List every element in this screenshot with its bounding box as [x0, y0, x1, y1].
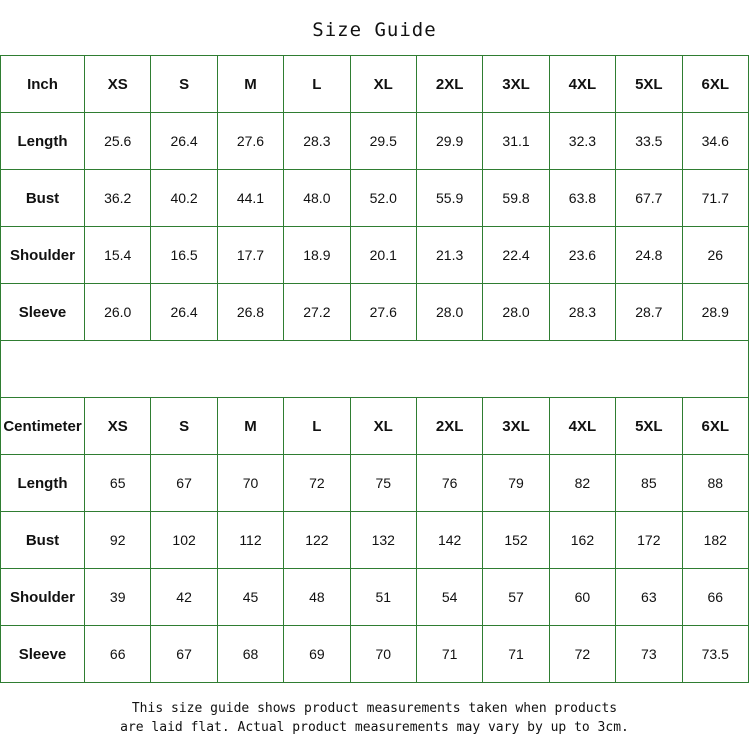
cell-shoulder-s: 16.5	[151, 227, 217, 284]
cell-sleeve-3xl: 71	[483, 626, 549, 683]
cell-shoulder-6xl: 26	[682, 227, 748, 284]
cell-bust-4xl: 63.8	[549, 170, 615, 227]
cell-shoulder-xs: 39	[85, 569, 151, 626]
footer-line-1: This size guide shows product measurements taken when products	[131, 701, 618, 716]
row-label-sleeve: Sleeve	[1, 284, 85, 341]
size-header-m: M	[217, 56, 283, 113]
cell-length-xs: 25.6	[85, 113, 151, 170]
cell-bust-5xl: 67.7	[616, 170, 682, 227]
cell-sleeve-l: 69	[284, 626, 350, 683]
cell-bust-m: 112	[217, 512, 283, 569]
size-header-l: L	[284, 56, 350, 113]
row-label-sleeve: Sleeve	[1, 626, 85, 683]
cell-sleeve-4xl: 72	[549, 626, 615, 683]
cell-bust-2xl: 142	[416, 512, 482, 569]
table-row	[1, 284, 749, 341]
size-header-xl: XL	[350, 398, 416, 455]
cell-length-m: 70	[217, 455, 283, 512]
cell-length-xl: 29.5	[350, 113, 416, 170]
cell-length-4xl: 32.3	[549, 113, 615, 170]
size-table-inch	[0, 55, 749, 341]
table-row	[1, 113, 749, 170]
cell-shoulder-l: 18.9	[284, 227, 350, 284]
cell-bust-l: 48.0	[284, 170, 350, 227]
cell-bust-5xl: 172	[616, 512, 682, 569]
cell-sleeve-xl: 27.6	[350, 284, 416, 341]
unit-header-centimeter: Centimeter	[1, 398, 85, 455]
cell-shoulder-3xl: 22.4	[483, 227, 549, 284]
cell-sleeve-5xl: 73	[616, 626, 682, 683]
cell-sleeve-xs: 66	[85, 626, 151, 683]
cell-shoulder-3xl: 57	[483, 569, 549, 626]
cell-sleeve-xs: 26.0	[85, 284, 151, 341]
cell-sleeve-2xl: 71	[416, 626, 482, 683]
cell-sleeve-6xl: 28.9	[682, 284, 748, 341]
cell-length-3xl: 79	[483, 455, 549, 512]
size-header-xs: XS	[85, 56, 151, 113]
size-header-4xl: 4XL	[549, 398, 615, 455]
page-title: Size Guide	[312, 19, 437, 41]
size-header-5xl: 5XL	[616, 398, 682, 455]
cell-bust-m: 44.1	[217, 170, 283, 227]
row-label-length: Length	[1, 113, 85, 170]
size-header-xs: XS	[85, 398, 151, 455]
cell-shoulder-4xl: 60	[549, 569, 615, 626]
cell-length-xs: 65	[85, 455, 151, 512]
size-header-3xl: 3XL	[483, 56, 549, 113]
cell-bust-2xl: 55.9	[416, 170, 482, 227]
cell-shoulder-5xl: 63	[616, 569, 682, 626]
cell-shoulder-s: 42	[151, 569, 217, 626]
cell-length-5xl: 85	[616, 455, 682, 512]
table-row	[1, 626, 749, 683]
table-row	[1, 455, 749, 512]
row-label-length: Length	[1, 455, 85, 512]
table-header-row	[1, 398, 749, 455]
table-separator	[0, 341, 749, 397]
cell-sleeve-3xl: 28.0	[483, 284, 549, 341]
cell-length-l: 72	[284, 455, 350, 512]
row-label-bust: Bust	[1, 512, 85, 569]
cell-bust-6xl: 182	[682, 512, 748, 569]
row-label-bust: Bust	[1, 170, 85, 227]
cell-sleeve-4xl: 28.3	[549, 284, 615, 341]
table-header-row	[1, 56, 749, 113]
cell-length-5xl: 33.5	[616, 113, 682, 170]
cell-length-2xl: 29.9	[416, 113, 482, 170]
cell-shoulder-6xl: 66	[682, 569, 748, 626]
size-header-6xl: 6XL	[682, 398, 748, 455]
cell-bust-xs: 36.2	[85, 170, 151, 227]
cell-length-s: 26.4	[151, 113, 217, 170]
cell-sleeve-2xl: 28.0	[416, 284, 482, 341]
cell-shoulder-5xl: 24.8	[616, 227, 682, 284]
size-header-2xl: 2XL	[416, 398, 482, 455]
cell-length-m: 27.6	[217, 113, 283, 170]
cell-bust-3xl: 152	[483, 512, 549, 569]
size-header-xl: XL	[350, 56, 416, 113]
size-header-5xl: 5XL	[616, 56, 682, 113]
cell-bust-s: 40.2	[151, 170, 217, 227]
size-header-3xl: 3XL	[483, 398, 549, 455]
cell-bust-l: 122	[284, 512, 350, 569]
cell-shoulder-4xl: 23.6	[549, 227, 615, 284]
size-header-2xl: 2XL	[416, 56, 482, 113]
row-label-shoulder: Shoulder	[1, 227, 85, 284]
footer-line-2: are laid flat. Actual product measurements may vary by up to 3cm.	[120, 720, 629, 735]
cell-length-6xl: 34.6	[682, 113, 748, 170]
cell-bust-3xl: 59.8	[483, 170, 549, 227]
cell-bust-4xl: 162	[549, 512, 615, 569]
cell-bust-s: 102	[151, 512, 217, 569]
size-header-l: L	[284, 398, 350, 455]
cell-length-s: 67	[151, 455, 217, 512]
size-header-6xl: 6XL	[682, 56, 748, 113]
cell-shoulder-m: 17.7	[217, 227, 283, 284]
cell-sleeve-m: 68	[217, 626, 283, 683]
cell-length-4xl: 82	[549, 455, 615, 512]
cell-sleeve-5xl: 28.7	[616, 284, 682, 341]
size-header-s: S	[151, 398, 217, 455]
cell-sleeve-s: 26.4	[151, 284, 217, 341]
cell-sleeve-l: 27.2	[284, 284, 350, 341]
cell-shoulder-2xl: 21.3	[416, 227, 482, 284]
size-header-s: S	[151, 56, 217, 113]
cell-shoulder-xl: 51	[350, 569, 416, 626]
cell-sleeve-6xl: 73.5	[682, 626, 748, 683]
cell-shoulder-m: 45	[217, 569, 283, 626]
cell-sleeve-s: 67	[151, 626, 217, 683]
size-header-4xl: 4XL	[549, 56, 615, 113]
footer-note	[0, 683, 749, 737]
row-label-shoulder: Shoulder	[1, 569, 85, 626]
size-header-m: M	[217, 398, 283, 455]
cell-length-l: 28.3	[284, 113, 350, 170]
unit-header-inch: Inch	[1, 56, 85, 113]
size-table-centimeter	[0, 397, 749, 683]
table-row	[1, 512, 749, 569]
cell-length-xl: 75	[350, 455, 416, 512]
cell-bust-6xl: 71.7	[682, 170, 748, 227]
cell-shoulder-l: 48	[284, 569, 350, 626]
cell-bust-xs: 92	[85, 512, 151, 569]
cell-shoulder-xs: 15.4	[85, 227, 151, 284]
cell-bust-xl: 132	[350, 512, 416, 569]
cell-sleeve-xl: 70	[350, 626, 416, 683]
table-row	[1, 569, 749, 626]
table-row	[1, 227, 749, 284]
table-row	[1, 170, 749, 227]
cell-length-3xl: 31.1	[483, 113, 549, 170]
cell-shoulder-xl: 20.1	[350, 227, 416, 284]
cell-sleeve-m: 26.8	[217, 284, 283, 341]
cell-length-2xl: 76	[416, 455, 482, 512]
cell-length-6xl: 88	[682, 455, 748, 512]
cell-shoulder-2xl: 54	[416, 569, 482, 626]
cell-bust-xl: 52.0	[350, 170, 416, 227]
